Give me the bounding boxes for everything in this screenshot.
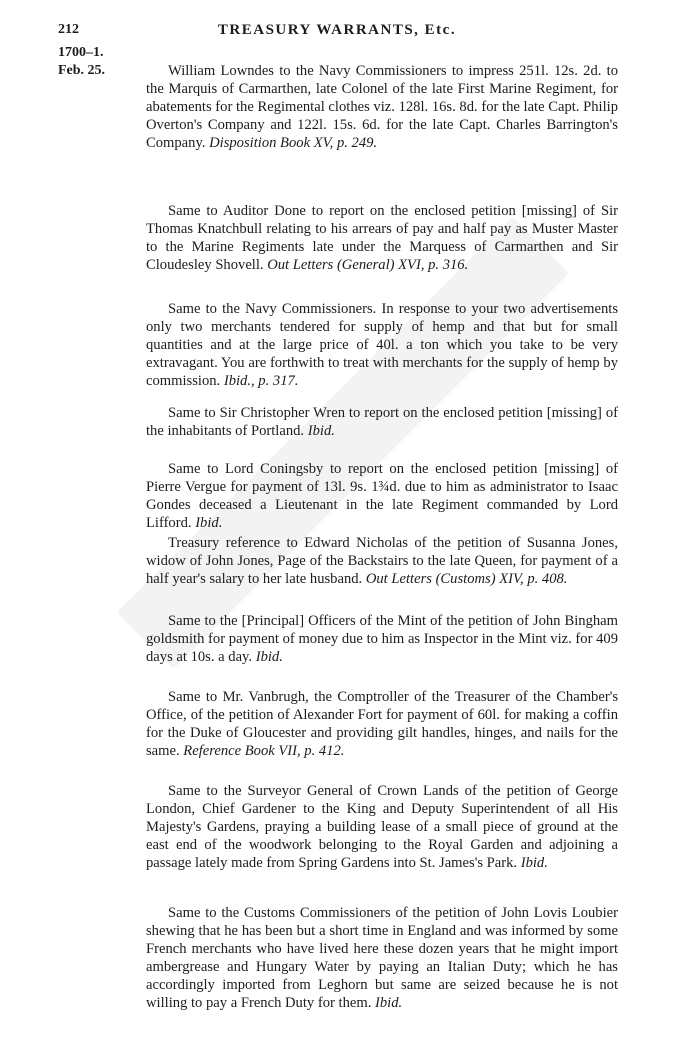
entry-text: Same to Auditor Done to report on the enclosed petition [missing] of Sir Thomas Knatchbull relating to his arrears of pay and half pay as Muster Master to the Marine Regiments late under the Marquess of Carmarthen and Sir Cloudesley Shovell.: [146, 203, 618, 273]
page-number: 212: [58, 22, 79, 37]
entry-reference: Disposition Book XV, p. 249.: [209, 135, 378, 151]
entry-10: [146, 904, 618, 1012]
margin-date: Feb. 25.: [58, 63, 106, 78]
watermark-band: [117, 217, 570, 670]
entry-reference: Ibid.: [307, 423, 335, 439]
entry-text: Same to the Surveyor General of Crown Lands of the petition of George London, Chief Gardener to the King and Deputy Superintendent of all His Majesty's Gardens, praying a building lease of a small piece of ground at the east end of the woodwork belonging to the Royal Garden and adjoining a passage lately made from Spring Gardens into St. James's Park.: [146, 783, 618, 871]
entry-9: [146, 782, 618, 872]
entry-reference: Ibid., p. 317.: [223, 373, 299, 389]
entry-reference: Ibid.: [195, 515, 223, 531]
entry-8: [146, 688, 618, 760]
entry-1: [146, 62, 618, 152]
page-header: [58, 22, 616, 42]
entry-text: Treasury reference to Edward Nicholas of the petition of Susanna Jones, widow of John Jones, Page of the Backstairs to the late Queen, for payment of a half year's salary to her late husband.: [146, 535, 618, 587]
entry-reference: Ibid.: [255, 649, 283, 665]
entry-reference: Ibid.: [520, 855, 548, 871]
entry-text: Same to the Navy Commissioners. In response to your two advertisements only two merchants tendered for supply of hemp and that but for small quantities and at the large price of 40l. a ton which you take to be very extravagant. You are forthwith to treat with merchants for the supply of hemp by commission.: [146, 301, 618, 389]
entry-reference: Out Letters (General) XVI, p. 316.: [267, 257, 469, 273]
entry-5: [146, 460, 618, 532]
entry-text: Same to Mr. Vanbrugh, the Comptroller of the Treasurer of the Chamber's Office, of the petition of Alexander Fort for payment of 60l. for making a coffin for the Duke of Gloucester and providing gilt handles, hinges, and nails for the same.: [146, 689, 618, 759]
running-title: TREASURY WARRANTS, Etc.: [217, 22, 457, 38]
entry-2: [146, 202, 618, 274]
entry-text: William Lowndes to the Navy Commissioners to impress 251l. 12s. 2d. to the Marquis of Carmarthen, late Colonel of the late First Marine Regiment, for abatements for the Regimental clothes viz. 128l. 16s. 8d. for the late Capt. Philip Overton's Company and 122l. 15s. 6d. for the late Capt. Charles Barrington's Company.: [146, 63, 618, 151]
entry-text: Same to the [Principal] Officers of the Mint of the petition of John Bingham goldsmith for payment of money due to him as Inspector in the Mint viz. for 409 days at 10s. a day.: [146, 613, 618, 665]
entry-text: Same to the Customs Commissioners of the petition of John Lovis Loubier shewing that he has been but a short time in England and was informed by some French merchants who have lived here these dozen years that he might import ambergrease and Hungary Water by paying an Italian Duty; which he has accordingly imported from Leghorn but same are seized because he is not willing to pay a French Duty for them.: [146, 905, 618, 1011]
margin-year: 1700–1.: [58, 45, 104, 60]
entry-text: Same to Sir Christopher Wren to report on the enclosed petition [missing] of the inhabitants of Portland.: [146, 405, 618, 439]
entry-3: [146, 300, 618, 390]
entry-4: [146, 404, 618, 440]
entry-text: Same to Lord Coningsby to report on the enclosed petition [missing] of Pierre Vergue for payment of 13l. 9s. 1¾d. due to him as administrator to Isaac Gondes deceased a Lieutenant in the late Regiment commanded by Lord Lifford.: [146, 461, 618, 531]
entry-reference: Reference Book VII, p. 412.: [183, 743, 345, 759]
entry-reference: Out Letters (Customs) XIV, p. 408.: [365, 571, 568, 587]
entry-reference: Ibid.: [375, 995, 403, 1011]
entry-6: [146, 534, 618, 588]
entry-7: [146, 612, 618, 666]
